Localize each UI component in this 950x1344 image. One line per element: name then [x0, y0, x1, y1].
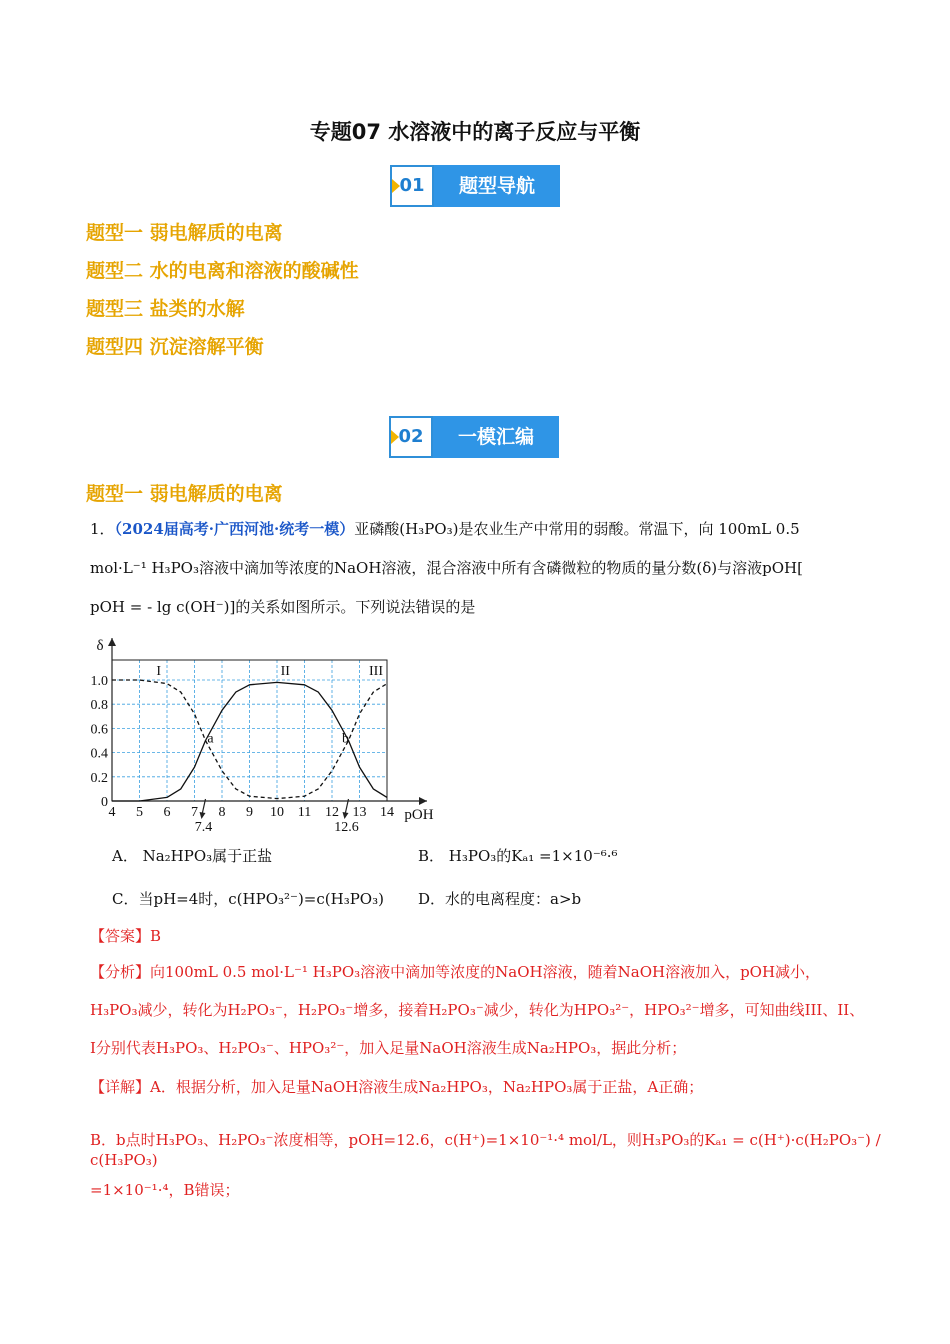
x-tick-label: 5: [136, 805, 143, 820]
delta-poh-chart: [85, 630, 445, 835]
x-tick-label: 13: [352, 805, 367, 820]
detail-line-2: B．b点时H₃PO₃、H₂PO₃⁻浓度相等，pOH=12.6，c(H⁺)=1×10⁻¹·⁴ mol/L，则H₃PO₃的Kₐ₁ = c(H⁺)·c(H₂PO₃⁻) / c(H₃PO₃): [90, 1131, 881, 1169]
y-tick-label: 0.4: [90, 746, 108, 762]
y-tick-label: 0.2: [90, 770, 108, 786]
x-tick-label: 10: [270, 805, 284, 820]
x-tick-label: 6: [163, 805, 171, 820]
marker-label: 12.6: [334, 820, 359, 835]
section-heading: 题型一 弱电解质的电离: [86, 483, 283, 505]
x-axis-label: pOH: [404, 807, 434, 823]
option-c[interactable]: C．当pH=4时，c(HPO₃²⁻)=c(H₃PO₃): [112, 890, 384, 908]
section-badge-02: [389, 416, 559, 458]
region-label-III: III: [369, 664, 383, 679]
region-label-I: I: [156, 664, 162, 679]
detail-line-3: =1×10⁻¹·⁴，B错误；: [90, 1181, 240, 1199]
question-line-3: pOH = - lg c(OH⁻)]的关系如图所示。下列说法错误的是: [90, 598, 476, 616]
region-label-II: II: [280, 664, 290, 679]
nav-item-1[interactable]: 题型一 弱电解质的电离: [86, 222, 283, 244]
question-number: 1．: [90, 520, 115, 538]
x-tick-label: 7: [191, 805, 198, 820]
point-label-b: b: [342, 731, 349, 747]
y-axis-arrow-icon: [108, 638, 116, 646]
question-line-1: [90, 519, 870, 539]
question-source: （2024届高考·广西河池·统考一模）: [114, 520, 355, 538]
y-tick-label: 0: [101, 795, 108, 810]
x-tick-label: 14: [380, 805, 394, 820]
nav-item-3[interactable]: 题型三 盐类的水解: [86, 298, 245, 320]
nav-item-4[interactable]: 题型四 沉淀溶解平衡: [86, 336, 264, 358]
badge-label: 题型导航: [434, 165, 560, 207]
option-b[interactable]: B． H₃PO₃的Kₐ₁ =1×10⁻⁶·⁶: [418, 847, 618, 865]
analysis-line-3: I分别代表H₃PO₃、H₂PO₃⁻、HPO₃²⁻，加入足量NaOH溶液生成Na₂HPO₃，据此分析；: [90, 1039, 687, 1057]
badge-label: 一模汇编: [433, 416, 559, 458]
marker-label: 7.4: [194, 820, 213, 835]
option-d[interactable]: D．水的电离程度：a>b: [418, 890, 582, 908]
detail-line-1: 【详解】A．根据分析，加入足量NaOH溶液生成Na₂HPO₃，Na₂HPO₃属于正盐，A正确；: [90, 1078, 704, 1096]
marker-arrow-icon: [343, 812, 349, 819]
x-tick-label: 4: [108, 805, 116, 820]
badge-arrow-icon: [392, 179, 400, 193]
page-title: 专题07 水溶液中的离子反应与平衡: [309, 120, 641, 144]
badge-number: 01: [390, 165, 434, 207]
badge-number: 02: [389, 416, 433, 458]
y-tick-label: 1.0: [90, 674, 108, 689]
chart-labels: [91, 638, 434, 835]
badge-arrow-icon: [391, 430, 399, 444]
option-a[interactable]: A． Na₂HPO₃属于正盐: [112, 847, 273, 865]
y-axis-label: δ: [96, 638, 104, 654]
y-tick-label: 0.8: [90, 698, 108, 714]
x-tick-label: 8: [218, 805, 226, 820]
y-tick-label: 0.6: [90, 722, 108, 738]
question-text-1: 亚磷酸(H₃PO₃)是农业生产中常用的弱酸。常温下，向 100mL 0.5: [354, 520, 800, 538]
nav-item-2[interactable]: 题型二 水的电离和溶液的酸碱性: [86, 260, 359, 282]
x-tick-label: 11: [297, 805, 312, 820]
point-label-a: a: [207, 731, 214, 747]
section-badge-01: [390, 165, 560, 207]
x-tick-label: 9: [246, 805, 253, 820]
analysis-line-1: 【分析】向100mL 0.5 mol·L⁻¹ H₃PO₃溶液中滴加等浓度的NaOH溶液，随着NaOH溶液加入，pOH减小，: [90, 963, 821, 981]
question-line-2: mol·L⁻¹ H₃PO₃溶液中滴加等浓度的NaOH溶液，混合溶液中所有含磷微粒的物质的量分数(δ)与溶液pOH[: [90, 559, 803, 577]
answer-line: 【答案】B: [90, 927, 162, 945]
marker-arrow-icon: [200, 812, 206, 819]
analysis-line-2: H₃PO₃减少，转化为H₂PO₃⁻，H₂PO₃⁻增多，接着H₂PO₃⁻减少，转化为HPO₃²⁻，HPO₃²⁻增多，可知曲线III、II、: [90, 1001, 865, 1019]
x-axis-arrow-icon: [419, 797, 427, 805]
x-tick-label: 12: [325, 805, 339, 820]
chart-grid: [112, 660, 387, 801]
